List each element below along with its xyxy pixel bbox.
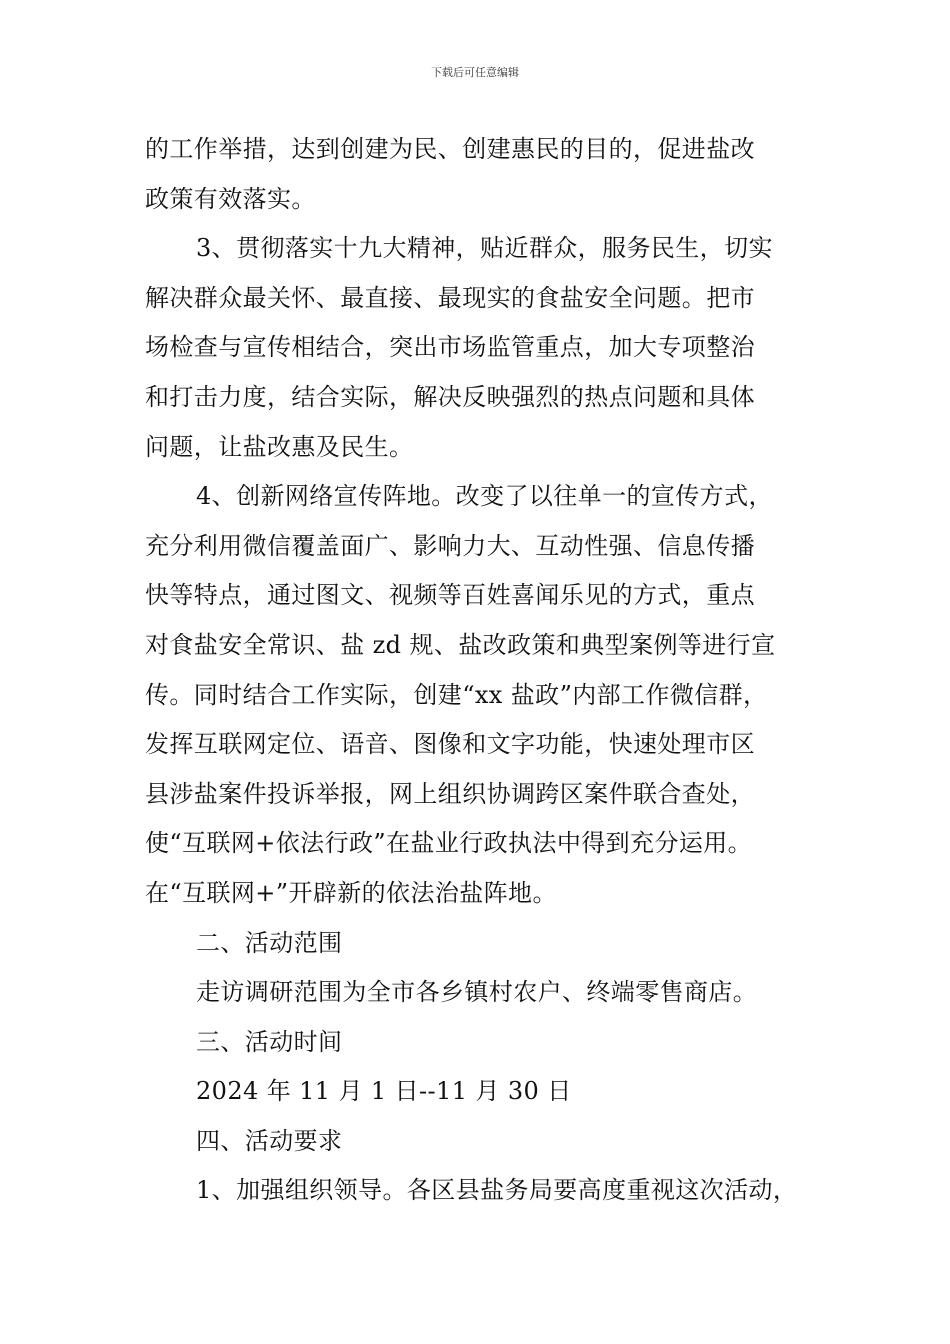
paragraph-line: 在“互联网+”开辟新的依法治盐阵地。 xyxy=(145,878,557,907)
paragraph-line: 1、加强组织领导。各区县盐务局要高度重视这次活动， xyxy=(196,1176,798,1205)
section-heading: 二、活动范围 xyxy=(196,928,343,957)
paragraph-line: 县涉盐案件投诉举报，网上组织协调跨区案件联合查处， xyxy=(145,779,755,808)
paragraph-line: 走访调研范围为全市各乡镇村农户、终端零售商店。 xyxy=(196,978,758,1007)
paragraph-line: 解决群众最关怀、最直接、最现实的食盐安全问题。把市 xyxy=(145,283,755,312)
section-heading: 三、活动时间 xyxy=(196,1027,343,1056)
paragraph-line: 3、贯彻落实十九大精神，贴近群众，服务民生，切实 xyxy=(196,234,773,263)
paragraph-line: 问题，让盐改惠及民生。 xyxy=(145,432,414,461)
section-heading: 四、活动要求 xyxy=(196,1126,343,1155)
paragraph-line: 政策有效落实。 xyxy=(145,184,316,213)
paragraph-line: 传。同时结合工作实际，创建“xx 盐政”内部工作微信群， xyxy=(145,680,768,709)
paragraph-line: 发挥互联网定位、语音、图像和文字功能，快速处理市区 xyxy=(145,730,755,759)
page-header: 下载后可任意编辑 xyxy=(431,66,519,79)
document-body xyxy=(145,125,825,1216)
paragraph-line: 充分利用微信覆盖面广、影响力大、互动性强、信息传播 xyxy=(145,531,755,560)
paragraph-line: 场检查与宣传相结合，突出市场监管重点，加大专项整治 xyxy=(145,333,755,362)
paragraph-line: 的工作举措，达到创建为民、创建惠民的目的，促进盐改 xyxy=(145,135,755,163)
paragraph-line: 使“互联网+依法行政”在盐业行政执法中得到充分运用。 xyxy=(145,829,753,858)
paragraph-line: 4、创新网络宣传阵地。改变了以往单一的宣传方式， xyxy=(196,482,773,511)
paragraph-line: 和打击力度，结合实际，解决反映强烈的热点问题和具体 xyxy=(145,382,755,411)
paragraph-line: 快等特点，通过图文、视频等百姓喜闻乐见的方式，重点 xyxy=(145,581,755,610)
paragraph-line: 对食盐安全常识、盐 zd 规、盐改政策和典型案例等进行宣 xyxy=(145,630,776,659)
paragraph-line: 2024 年 11 月 1 日--11 月 30 日 xyxy=(196,1077,572,1106)
